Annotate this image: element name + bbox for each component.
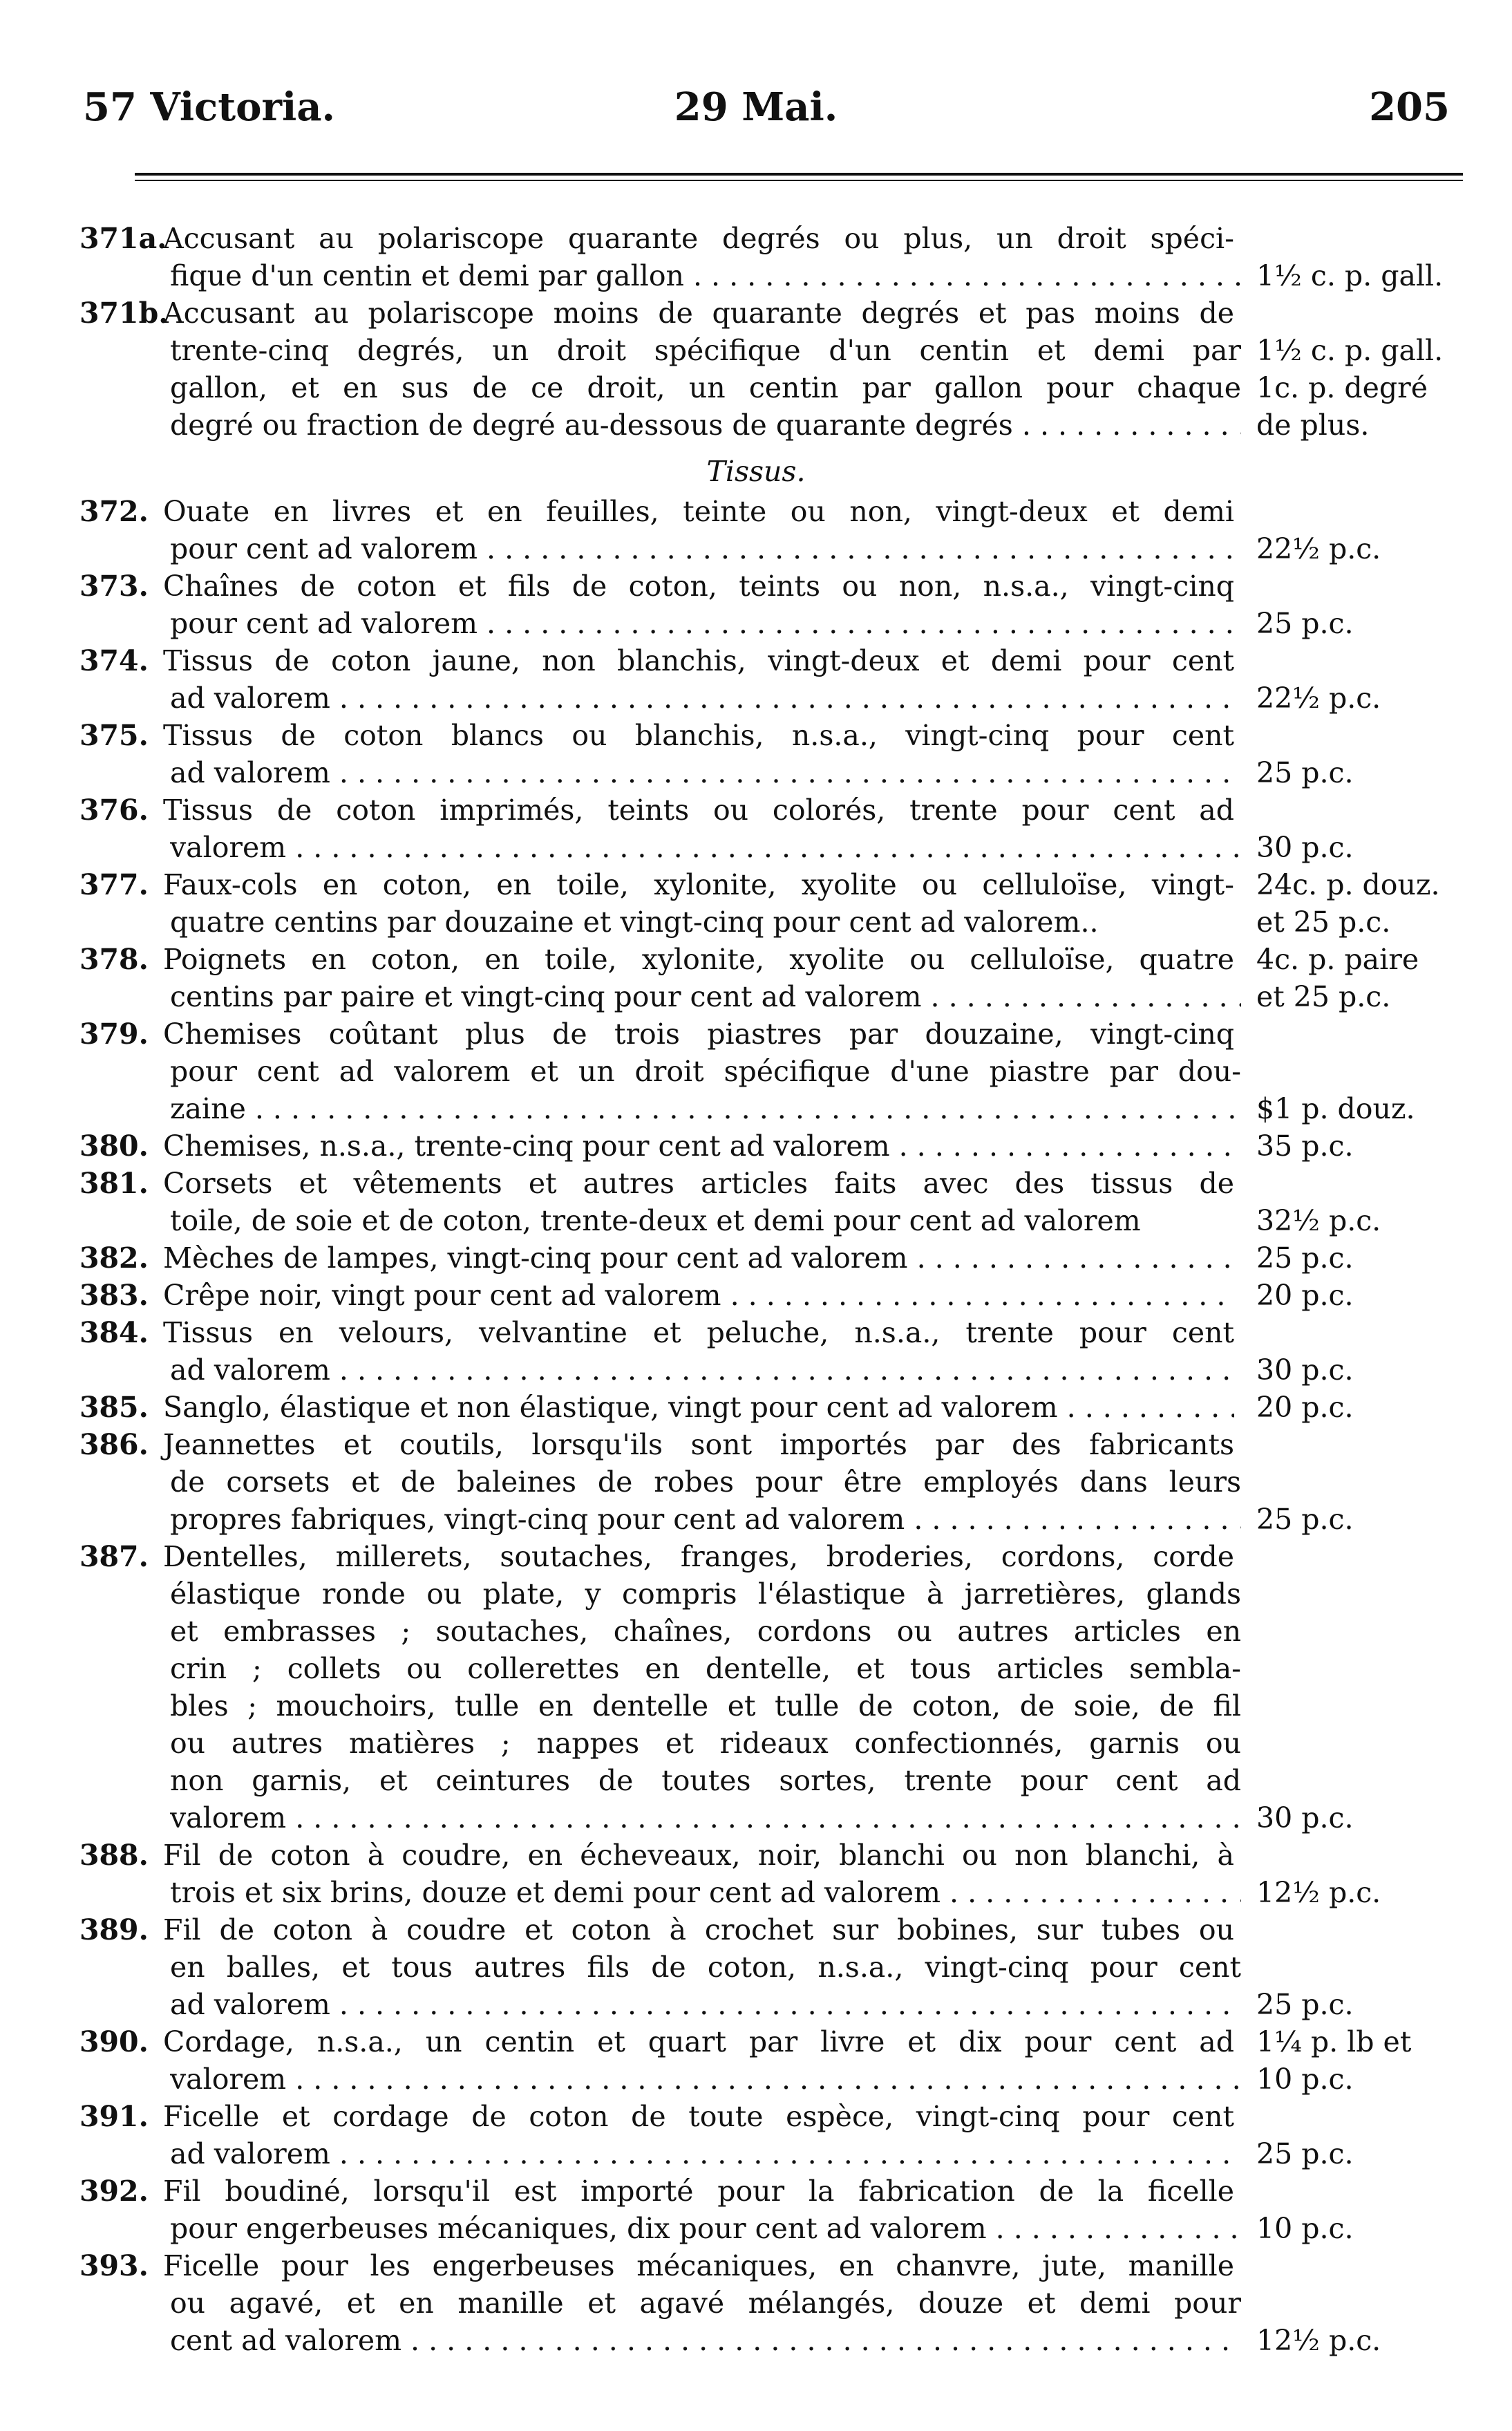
item-number: 374. — [79, 644, 149, 677]
item-number: 393. — [79, 2249, 149, 2282]
item-text-line: pour engerbeuses mécaniques, dix pour cent ad valorem . . . — [170, 2210, 1241, 2247]
item-rate: 1½ c. p. gall. — [1256, 259, 1444, 292]
item-rate: 25 p.c. — [1256, 1988, 1354, 2021]
item-rate: 25 p.c. — [1256, 1503, 1354, 1536]
item-rate: 22½ p.c. — [1256, 682, 1381, 715]
item-text-line: toile, de soie et de coton, trente-deux et demi pour cent ad valorem — [170, 1204, 1141, 1237]
item-number: 387. — [79, 1540, 149, 1573]
item-text-line: Crêpe noir, vingt pour cent ad valorem . . . — [163, 1277, 1234, 1314]
item-text-line: cent ad valorem . . . — [170, 2322, 1241, 2359]
item-number: 377. — [79, 868, 149, 901]
item-rate: de plus. — [1256, 409, 1370, 442]
page-header — [0, 84, 1512, 140]
item-text-line: Cordage, n.s.a., un centin et quart par livre et dix pour cent ad — [163, 2025, 1234, 2058]
item-number: 390. — [79, 2025, 149, 2058]
item-text-line: Corsets et vêtements et autres articles faits avec des tissus de — [163, 1167, 1234, 1200]
item-rate: 1c. p. degré — [1256, 371, 1428, 404]
item-text-line: Accusant au polariscope quarante degrés ou plus, un droit spéci- — [163, 222, 1234, 255]
item-text-line: valorem . . . — [170, 2061, 1241, 2098]
item-text-line: propres fabriques, vingt-cinq pour cent ad valorem . . . — [170, 1501, 1241, 1538]
item-text-line: quatre centins par douzaine et vingt-cinq pour cent ad valorem.. — [170, 905, 1099, 939]
item-text-line: Ficelle et cordage de coton de toute espèce, vingt-cinq pour cent — [163, 2100, 1234, 2133]
item-text-line: non garnis, et ceintures de toutes sortes, trente pour cent ad — [170, 1764, 1241, 1797]
item-rate: 12½ p.c. — [1256, 2324, 1381, 2357]
page-number: 205 — [1369, 84, 1450, 130]
item-rate: 1¼ p. lb et — [1256, 2025, 1412, 2058]
item-text-line: Jeannettes et coutils, lorsqu'ils sont importés par des fabricants — [163, 1428, 1234, 1461]
item-number: 386. — [79, 1428, 149, 1461]
header-rule-thin — [135, 180, 1463, 181]
item-text-line: ad valorem . . . — [170, 679, 1241, 717]
item-number: 391. — [79, 2100, 149, 2133]
item-text-line: Ficelle pour les engerbeuses mécaniques, en chanvre, jute, manille — [163, 2249, 1234, 2282]
item-number: 392. — [79, 2175, 149, 2208]
item-rate: 20 p.c. — [1256, 1391, 1354, 1424]
item-rate: 22½ p.c. — [1256, 532, 1381, 565]
item-text-line: trente-cinq degrés, un droit spécifique d'un centin et demi par — [170, 334, 1241, 367]
item-number: 382. — [79, 1241, 149, 1275]
item-number: 383. — [79, 1279, 149, 1312]
item-number: 389. — [79, 1913, 149, 1946]
item-rate: 30 p.c. — [1256, 831, 1354, 864]
item-text-line: pour cent ad valorem et un droit spécifique d'une piastre par dou- — [170, 1055, 1241, 1088]
item-text-line: Fil boudiné, lorsqu'il est importé pour la fabrication de la ficelle — [163, 2175, 1234, 2208]
item-text-line: élastique ronde ou plate, y compris l'élastique à jarretières, glands — [170, 1577, 1241, 1611]
item-text-line: ou autres matières ; nappes et rideaux confectionnés, garnis ou — [170, 1727, 1241, 1760]
item-number: 381. — [79, 1167, 149, 1200]
item-text-line: Dentelles, millerets, soutaches, franges, broderies, cordons, corde — [163, 1540, 1234, 1573]
item-rate: 4c. p. paire — [1256, 943, 1419, 976]
item-text-line: gallon, et en sus de ce droit, un centin par gallon pour chaque — [170, 371, 1241, 404]
item-rate: 25 p.c. — [1256, 2137, 1354, 2170]
item-number: 388. — [79, 1839, 149, 1872]
item-text-line: et embrasses ; soutaches, chaînes, cordons ou autres articles en — [170, 1615, 1241, 1648]
item-rate: 10 p.c. — [1256, 2063, 1354, 2096]
item-rate: 20 p.c. — [1256, 1279, 1354, 1312]
item-text-line: Mèches de lampes, vingt-cinq pour cent ad valorem . . . — [163, 1239, 1234, 1277]
item-text-line: Chemises coûtant plus de trois piastres par douzaine, vingt-cinq — [163, 1017, 1234, 1051]
item-number: 375. — [79, 719, 149, 752]
item-text-line: Chaînes de coton et fils de coton, teints ou non, n.s.a., vingt-cinq — [163, 570, 1234, 603]
item-number: 384. — [79, 1316, 149, 1349]
item-rate: 25 p.c. — [1256, 1241, 1354, 1275]
item-text-line: valorem . . . — [170, 829, 1241, 866]
item-text-line: ad valorem . . . — [170, 1986, 1241, 2023]
item-text-line: fique d'un centin et demi par gallon . . . — [170, 257, 1241, 294]
item-rate: 12½ p.c. — [1256, 1876, 1381, 1909]
item-rate: 35 p.c. — [1256, 1129, 1354, 1163]
item-rate: 1½ c. p. gall. — [1256, 334, 1444, 367]
item-number: 378. — [79, 943, 149, 976]
item-rate: 24c. p. douz. — [1256, 868, 1440, 901]
item-text-line: crin ; collets ou collerettes en dentelle, et tous articles sembla- — [170, 1652, 1241, 1685]
item-number: 371b. — [79, 297, 169, 330]
header-rule — [135, 173, 1463, 176]
item-text-line: Tissus de coton jaune, non blanchis, vingt-deux et demi pour cent — [163, 644, 1234, 677]
item-text-line: pour cent ad valorem . . . — [170, 530, 1241, 567]
item-rate: $1 p. douz. — [1256, 1092, 1415, 1125]
item-text-line: en balles, et tous autres fils de coton, n.s.a., vingt-cinq pour cent — [170, 1951, 1241, 1984]
item-text-line: Tissus de coton blancs ou blanchis, n.s.a., vingt-cinq pour cent — [163, 719, 1234, 752]
item-text-line: Accusant au polariscope moins de quarante degrés et pas moins de — [163, 297, 1234, 330]
header-date: 29 Mai. — [674, 84, 838, 130]
item-number: 373. — [79, 570, 149, 603]
item-number: 376. — [79, 794, 149, 827]
item-text-line: pour cent ad valorem . . . — [170, 605, 1241, 642]
item-text-line: degré ou fraction de degré au-dessous de quarante degrés . . . — [170, 406, 1241, 444]
item-text-line: Tissus de coton imprimés, teints ou colorés, trente pour cent ad — [163, 794, 1234, 827]
item-text-line: de corsets et de baleines de robes pour être employés dans leurs — [170, 1465, 1241, 1499]
item-text-line: Chemises, n.s.a., trente-cinq pour cent ad valorem . . . — [163, 1127, 1234, 1165]
item-text-line: centins par paire et vingt-cinq pour cent ad valorem . . . — [170, 978, 1241, 1015]
item-number: 385. — [79, 1391, 149, 1424]
item-rate: et 25 p.c. — [1256, 905, 1391, 939]
item-text-line: Faux-cols en coton, en toile, xylonite, xyolite ou celluloïse, vingt- — [163, 868, 1234, 901]
item-text-line: Tissus en velours, velvantine et peluche, n.s.a., trente pour cent — [163, 1316, 1234, 1349]
item-text-line: trois et six brins, douze et demi pour cent ad valorem . . . — [170, 1874, 1241, 1911]
item-number: 379. — [79, 1017, 149, 1051]
item-number: 372. — [79, 495, 149, 528]
item-rate: 25 p.c. — [1256, 607, 1354, 640]
item-text-line: ou agavé, et en manille et agavé mélangés, douze et demi pour — [170, 2287, 1241, 2320]
item-text-line: Fil de coton à coudre, en écheveaux, noir, blanchi ou non blanchi, à — [163, 1839, 1234, 1872]
item-rate: 30 p.c. — [1256, 1353, 1354, 1387]
item-text-line: zaine . . . — [170, 1090, 1241, 1127]
item-text-line: ad valorem . . . — [170, 2135, 1241, 2172]
item-number: 371a. — [79, 222, 167, 255]
item-rate: 10 p.c. — [1256, 2212, 1354, 2245]
section-title-tissus: Tissus. — [706, 455, 806, 488]
item-text-line: bles ; mouchoirs, tulle en dentelle et tulle de coton, de soie, de fil — [170, 1689, 1241, 1723]
item-text-line: Poignets en coton, en toile, xylonite, xyolite ou celluloïse, quatre — [163, 943, 1234, 976]
item-text-line: Sanglo, élastique et non élastique, vingt pour cent ad valorem . . . — [163, 1389, 1234, 1426]
item-rate: 30 p.c. — [1256, 1801, 1354, 1834]
item-text-line: Ouate en livres et en feuilles, teinte ou non, vingt-deux et demi — [163, 495, 1234, 528]
item-text-line: Fil de coton à coudre et coton à crochet sur bobines, sur tubes ou — [163, 1913, 1234, 1946]
item-number: 380. — [79, 1129, 149, 1163]
item-text-line: valorem . . . — [170, 1799, 1241, 1837]
item-rate: 25 p.c. — [1256, 756, 1354, 789]
item-rate: 32½ p.c. — [1256, 1204, 1381, 1237]
item-text-line: ad valorem . . . — [170, 1351, 1241, 1389]
item-rate: et 25 p.c. — [1256, 980, 1391, 1013]
item-text-line: ad valorem . . . — [170, 754, 1241, 791]
header-statute: 57 Victoria. — [83, 84, 336, 130]
